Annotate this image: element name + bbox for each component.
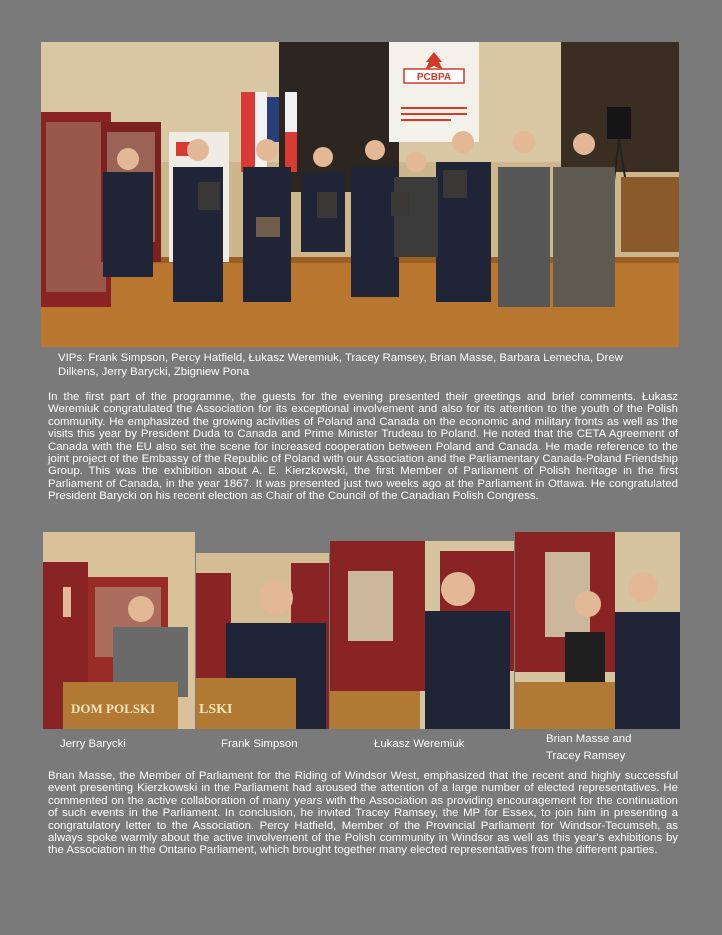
photo-brian-masse-tracey-ramsey: [515, 532, 680, 729]
photo-jerry-barycki: [43, 532, 195, 729]
vip-caption: VIPs: Frank Simpson, Percy Hatfield, Łukasz Weremiuk, Tracey Ramsey, Brian Masse, Barbara Lemecha, Drew Dilkens, Jerry Barycki, Zbigniew Pona: [58, 352, 623, 378]
paragraph-1: In the first part of the programme, the guests for the evening presented their greetings and brief comments. Łukasz Weremiuk congratulated the Association for its exceptional involvement and also for its attention to the youth of the Polish community. He emphasized the growing activities of Poland and Canada on the economic and military fronts as well as the visits this year by President Duda to Canada and Prime Minister Trudeau to Poland. He noted that the CETA Agreement of Canada with the EU also set the scene for increased cooperation between Poland and Canada. He made reference to the joint project of the Embassy of the Republic of Poland with our Association and the Parliamentary Canada-Poland Friendship Group. This was the exhibition about A. E. Kierzkowski, the first Member of Parliament of Polish heritage in the first Parliament of Canada, in the year 1867. It was presented just two weeks ago at the Parliament in Ottawa. He congratulated President Barycki on his recent election as Chair of the Council of the Canadian Polish Congress.: [48, 391, 678, 503]
photo-lukasz-weremiuk: [330, 541, 514, 729]
pcbpa-logo: PCBPA: [416, 72, 452, 83]
photo-name-frank-simpson: Frank Simpson: [221, 738, 298, 750]
podium-label: LSKI: [199, 702, 233, 717]
podium-label: DOM POLSKI: [71, 701, 156, 716]
photo-frank-simpson: [196, 553, 329, 729]
photo-name-lukasz-weremiuk: Łukasz Weremiuk: [374, 738, 465, 750]
group-photo: [41, 42, 679, 347]
photo-name-jerry-barycki: Jerry Barycki: [60, 738, 126, 750]
photo-name-brian-masse-tracey-ramsey: Brian Masse and Tracey Ramsey: [546, 733, 632, 762]
paragraph-2: Brian Masse, the Member of Parliament for the Riding of Windsor West, emphasized that the recent and highly successful event presenting Kierzkowski in the Parliament had aroused the attention of a large number of elected representatives. He commented on the active collaboration of many years with the Association as providing encouragement for the continuation of such events in the Parliament. In conclusion, he invited Tracey Ramsey, the MP for Essex, to join him in presenting a congratulatory letter to the Association. Percy Hatfield, Member of the Provincial Parliament for Windsor-Tecumseh, as always spoke warmly about the active involvement of the Polish community in Windsor as well as this year's exhibitions by the Association in the Ontario Parliament, which brought together many elected representatives from the different parties.: [48, 770, 678, 857]
